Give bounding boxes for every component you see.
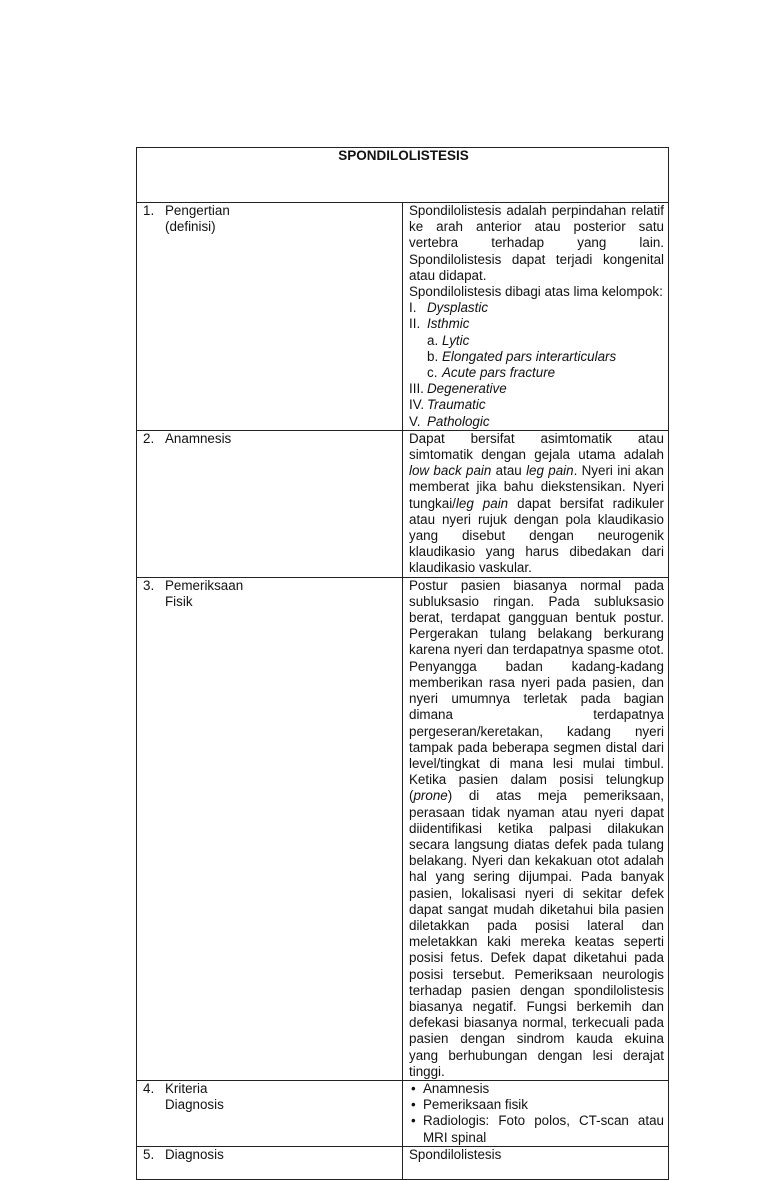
row-content-definition: [403, 203, 669, 431]
group-item: III. Degenerative: [409, 381, 507, 397]
row-label: Anamnesis: [165, 430, 232, 446]
title-row: [137, 148, 669, 203]
row-label-cell: [137, 430, 403, 577]
row-content-criteria: [403, 1080, 669, 1146]
list-item: • Pemeriksaan fisik: [409, 1097, 664, 1113]
row-label-cell: [137, 1080, 403, 1146]
table-row: [137, 1080, 669, 1146]
definition-paragraph: Spondilolistesis adalah perpindahan relatif ke arah anterior atau posterior satu vertebra terhadap yang lain. Spondilolistesis dapat terjadi kongenital atau didapat.: [409, 203, 664, 283]
table-row: [137, 203, 669, 431]
group-item: V. Pathologic: [409, 413, 490, 429]
row-number: 2.: [143, 430, 155, 446]
table-row: [137, 430, 669, 577]
subgroup-item: a. Lytic: [427, 332, 470, 348]
row-number: 5.: [143, 1146, 155, 1162]
row-content-anamnesis: Dapat bersifat asimtomatik atau simtomatik dengan gejala utama adalah low back pain atau leg pain. Nyeri ini akan memberat jika bahu diekstensikan. Nyeri tungkai/leg pain dapat bersifat radikuler atau nyeri rujuk dengan pola klaudikasio yang disebut dengan neurogenik klaudikasio yang harus dibedakan dari klaudikasio vaskular.: [403, 430, 669, 577]
table-row: [137, 1146, 669, 1179]
row-number: 4.: [143, 1080, 155, 1096]
row-label-cell: [137, 1146, 403, 1179]
clinical-table: [136, 147, 669, 1180]
document-title: SPONDILOLISTESIS: [137, 148, 669, 203]
subgroup-item: c. Acute pars fracture: [427, 365, 556, 381]
row-label-cell: [137, 577, 403, 1080]
row-label: Diagnosis: [165, 1146, 224, 1162]
table-row: [137, 577, 669, 1080]
row-label: Pengertian (definisi): [165, 203, 230, 235]
row-label: Pemeriksaan Fisik: [165, 577, 244, 609]
row-number: 3.: [143, 577, 155, 593]
row-content-physical-exam: Postur pasien biasanya normal pada subluksasio ringan. Pada subluksasio berat, terdapat gangguan bentuk postur. Pergerakan tulang belakang berkurang karena nyeri dan terdapatnya spasme otot. Penyangga badan kadang-kadang memberikan rasa nyeri pada pasien, dan nyeri umumnya terletak pada bagian dimana terdapatnya pergeseran/keretakan, kadang nyeri tampak pada beberapa segmen distal dari level/tingkat di mana lesi mulai timbul. Ketika pasien dalam posisi telungkup (prone) di atas meja pemeriksaan, perasaan tidak nyaman atau nyeri dapat diidentifikasi ketika palpasi dilakukan secara langsung diatas defek pada tulang belakang. Nyeri dan kekakuan otot adalah hal yang sering dijumpai. Pada banyak pasien, lokalisasi nyeri di sekitar defek dapat sangat mudah diketahui bila pasien diletakkan pada posisi lateral dan meletakkan kaki mereka keatas seperti posisi fetus. Defek dapat diketahui pada posisi tersebut. Pemeriksaan neurologis terhadap pasien dengan spondilolistesis biasanya negatif. Fungsi berkemih dan defekasi biasanya normal, terkecuali pada pasien dengan sindrom kauda ekuina yang berhubungan dengan lesi derajat tinggi.: [403, 577, 669, 1080]
group-item: I. Dysplastic: [409, 300, 489, 316]
group-item: II. Isthmic: [409, 316, 470, 332]
criteria-list: [409, 1081, 664, 1146]
classification-intro: Spondilolistesis dibagi atas lima kelompok:: [409, 284, 663, 300]
list-item: • Anamnesis: [409, 1081, 664, 1097]
row-number: 1.: [143, 203, 155, 218]
group-item: IV. Traumatic: [409, 397, 486, 413]
row-label: Kriteria Diagnosis: [165, 1080, 224, 1113]
list-item: • Radiologis: Foto polos, CT-scan atau MRI spinal: [409, 1113, 664, 1145]
row-label-cell: [137, 203, 403, 431]
row-content-diagnosis: Spondilolistesis: [403, 1146, 669, 1179]
subgroup-item: b. Elongated pars interarticulars: [427, 348, 617, 364]
